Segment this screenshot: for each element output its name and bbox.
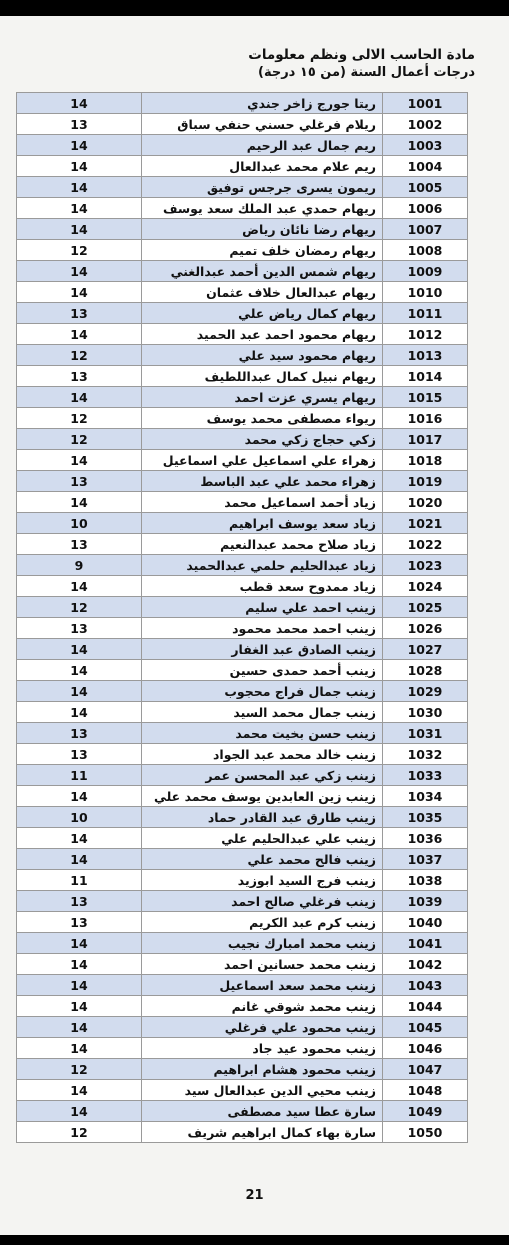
grades-description: درجات أعمال السنة (من ١٥ درجة) — [258, 65, 475, 80]
student-name-cell: زياد عبدالحليم حلمي عبدالحميد — [142, 555, 383, 576]
grade-cell: 12 — [17, 597, 142, 618]
seat-number-cell: 1044 — [383, 996, 468, 1017]
seat-number-cell: 1003 — [383, 135, 468, 156]
grade-cell: 14 — [17, 849, 142, 870]
seat-number-cell: 1022 — [383, 534, 468, 555]
student-name-cell: ريهام حمدي عبد الملك سعد يوسف — [142, 198, 383, 219]
table-row — [17, 198, 468, 219]
grade-cell: 14 — [17, 492, 142, 513]
seat-number-cell: 1046 — [383, 1038, 468, 1059]
seat-number-cell: 1030 — [383, 702, 468, 723]
seat-number-cell: 1008 — [383, 240, 468, 261]
table-row — [17, 870, 468, 891]
student-name-cell: زياد أحمد اسماعيل محمد — [142, 492, 383, 513]
table-row — [17, 723, 468, 744]
grade-cell: 14 — [17, 135, 142, 156]
seat-number-cell: 1004 — [383, 156, 468, 177]
student-name-cell: زينب فرغلي صالح احمد — [142, 891, 383, 912]
student-name-cell: زينب زكي عبد المحسن عمر — [142, 765, 383, 786]
seat-number-cell: 1001 — [383, 93, 468, 114]
table-row — [17, 261, 468, 282]
student-name-cell: زينب فالح محمد علي — [142, 849, 383, 870]
grade-cell: 11 — [17, 765, 142, 786]
grade-cell: 14 — [17, 324, 142, 345]
seat-number-cell: 1037 — [383, 849, 468, 870]
table-row — [17, 618, 468, 639]
seat-number-cell: 1043 — [383, 975, 468, 996]
seat-number-cell: 1024 — [383, 576, 468, 597]
student-name-cell: زينب طارق عبد القادر حماد — [142, 807, 383, 828]
student-name-cell: زينب خالد محمد عبد الجواد — [142, 744, 383, 765]
table-row — [17, 681, 468, 702]
seat-number-cell: 1041 — [383, 933, 468, 954]
grade-cell: 14 — [17, 1017, 142, 1038]
grade-cell: 12 — [17, 429, 142, 450]
grade-cell: 14 — [17, 681, 142, 702]
seat-number-cell: 1021 — [383, 513, 468, 534]
student-name-cell: ريم جمال عبد الرحيم — [142, 135, 383, 156]
grade-cell: 14 — [17, 1038, 142, 1059]
grade-cell: 14 — [17, 156, 142, 177]
student-name-cell: زينب احمد محمد محمود — [142, 618, 383, 639]
table-row — [17, 513, 468, 534]
seat-number-cell: 1027 — [383, 639, 468, 660]
seat-number-cell: 1029 — [383, 681, 468, 702]
seat-number-cell: 1049 — [383, 1101, 468, 1122]
table-row — [17, 576, 468, 597]
student-name-cell: ريهام يسري عزت احمد — [142, 387, 383, 408]
table-row — [17, 387, 468, 408]
student-name-cell: ريهام رضا نائان رياض — [142, 219, 383, 240]
student-name-cell: زينب الصادق عبد الغفار — [142, 639, 383, 660]
grade-cell: 9 — [17, 555, 142, 576]
grade-cell: 14 — [17, 828, 142, 849]
student-name-cell: زينب علي عبدالحليم علي — [142, 828, 383, 849]
table-row — [17, 219, 468, 240]
seat-number-cell: 1035 — [383, 807, 468, 828]
grade-cell: 12 — [17, 1122, 142, 1143]
table-row — [17, 744, 468, 765]
student-name-cell: زينب كرم عبد الكريم — [142, 912, 383, 933]
grade-cell: 11 — [17, 870, 142, 891]
table-row — [17, 912, 468, 933]
seat-number-cell: 1036 — [383, 828, 468, 849]
table-row — [17, 135, 468, 156]
student-name-cell: ريم علام محمد عبدالعال — [142, 156, 383, 177]
seat-number-cell: 1039 — [383, 891, 468, 912]
grade-cell: 13 — [17, 534, 142, 555]
student-name-cell: زينب حسن بخيت محمد — [142, 723, 383, 744]
seat-number-cell: 1002 — [383, 114, 468, 135]
grade-cell: 14 — [17, 954, 142, 975]
grade-cell: 13 — [17, 303, 142, 324]
grade-cell: 14 — [17, 177, 142, 198]
seat-number-cell: 1010 — [383, 282, 468, 303]
grade-cell: 10 — [17, 513, 142, 534]
grade-cell: 12 — [17, 240, 142, 261]
table-row — [17, 765, 468, 786]
seat-number-cell: 1038 — [383, 870, 468, 891]
table-row — [17, 1059, 468, 1080]
grade-cell: 14 — [17, 219, 142, 240]
student-name-cell: ريواء مصطفى محمد يوسف — [142, 408, 383, 429]
student-name-cell: زهراء علي اسماعيل علي اسماعيل — [142, 450, 383, 471]
table-row — [17, 156, 468, 177]
grade-cell: 13 — [17, 471, 142, 492]
table-row — [17, 408, 468, 429]
seat-number-cell: 1011 — [383, 303, 468, 324]
table-row — [17, 303, 468, 324]
student-name-cell: زياد ممدوح سعد قطب — [142, 576, 383, 597]
seat-number-cell: 1033 — [383, 765, 468, 786]
grade-cell: 13 — [17, 891, 142, 912]
table-row — [17, 807, 468, 828]
grades-table — [16, 92, 468, 1143]
table-row — [17, 996, 468, 1017]
photo-top-border — [0, 0, 509, 16]
student-name-cell: ريهام محمود سيد علي — [142, 345, 383, 366]
grades-table-body — [17, 93, 468, 1143]
table-row — [17, 1038, 468, 1059]
table-row — [17, 240, 468, 261]
seat-number-cell: 1042 — [383, 954, 468, 975]
table-row — [17, 345, 468, 366]
table-row — [17, 828, 468, 849]
table-row — [17, 1017, 468, 1038]
grade-cell: 13 — [17, 723, 142, 744]
seat-number-cell: 1045 — [383, 1017, 468, 1038]
grade-cell: 14 — [17, 639, 142, 660]
grade-cell: 13 — [17, 618, 142, 639]
student-name-cell: ريمون يسرى جرجس توفيق — [142, 177, 383, 198]
seat-number-cell: 1026 — [383, 618, 468, 639]
grade-cell: 12 — [17, 345, 142, 366]
table-row — [17, 660, 468, 681]
student-name-cell: زينب احمد علي سليم — [142, 597, 383, 618]
page-number: 21 — [245, 1188, 264, 1203]
seat-number-cell: 1017 — [383, 429, 468, 450]
student-name-cell: زينب زين العابدين يوسف محمد علي — [142, 786, 383, 807]
grade-cell: 10 — [17, 807, 142, 828]
student-name-cell: ريهام محمود احمد عبد الحميد — [142, 324, 383, 345]
seat-number-cell: 1019 — [383, 471, 468, 492]
seat-number-cell: 1009 — [383, 261, 468, 282]
grade-cell: 13 — [17, 912, 142, 933]
grade-cell: 14 — [17, 450, 142, 471]
seat-number-cell: 1050 — [383, 1122, 468, 1143]
student-name-cell: ريتا جورج زاخر جندي — [142, 93, 383, 114]
table-row — [17, 639, 468, 660]
seat-number-cell: 1014 — [383, 366, 468, 387]
student-name-cell: زينب محمود عيد جاد — [142, 1038, 383, 1059]
student-name-cell: زهراء محمد علي عبد الباسط — [142, 471, 383, 492]
table-row — [17, 933, 468, 954]
table-row — [17, 93, 468, 114]
student-name-cell: زينب محمد سعد اسماعيل — [142, 975, 383, 996]
table-row — [17, 891, 468, 912]
student-name-cell: سارة عطا سيد مصطفى — [142, 1101, 383, 1122]
table-row — [17, 492, 468, 513]
student-name-cell: زينب محيي الدين عبدالعال سيد — [142, 1080, 383, 1101]
table-row — [17, 429, 468, 450]
seat-number-cell: 1007 — [383, 219, 468, 240]
grade-cell: 14 — [17, 576, 142, 597]
seat-number-cell: 1005 — [383, 177, 468, 198]
seat-number-cell: 1023 — [383, 555, 468, 576]
table-row — [17, 555, 468, 576]
table-row — [17, 702, 468, 723]
student-name-cell: زينب جمال فراج محجوب — [142, 681, 383, 702]
table-row — [17, 177, 468, 198]
student-name-cell: زياد سعد يوسف ابراهيم — [142, 513, 383, 534]
table-row — [17, 954, 468, 975]
table-row — [17, 975, 468, 996]
student-name-cell: زينب أحمد حمدى حسين — [142, 660, 383, 681]
grade-cell: 14 — [17, 996, 142, 1017]
grade-cell: 13 — [17, 366, 142, 387]
photo-bottom-border — [0, 1235, 509, 1245]
student-name-cell: ريهام رمضان خلف تميم — [142, 240, 383, 261]
table-row — [17, 534, 468, 555]
student-name-cell: زينب محمد حسانين احمد — [142, 954, 383, 975]
table-row — [17, 1080, 468, 1101]
table-row — [17, 366, 468, 387]
seat-number-cell: 1020 — [383, 492, 468, 513]
seat-number-cell: 1040 — [383, 912, 468, 933]
grade-cell: 14 — [17, 933, 142, 954]
grade-cell: 14 — [17, 93, 142, 114]
table-row — [17, 1101, 468, 1122]
seat-number-cell: 1016 — [383, 408, 468, 429]
seat-number-cell: 1034 — [383, 786, 468, 807]
table-row — [17, 324, 468, 345]
table-row — [17, 786, 468, 807]
student-name-cell: ريهام نبيل كمال عبداللطيف — [142, 366, 383, 387]
seat-number-cell: 1025 — [383, 597, 468, 618]
student-name-cell: زينب محمد شوقي غانم — [142, 996, 383, 1017]
student-name-cell: زينب جمال محمد السيد — [142, 702, 383, 723]
table-row — [17, 282, 468, 303]
table-row — [17, 471, 468, 492]
grade-cell: 14 — [17, 975, 142, 996]
student-name-cell: ريهام شمس الدين أحمد عبدالغني — [142, 261, 383, 282]
document-heading — [248, 46, 475, 82]
student-name-cell: زينب محمود هشام ابراهيم — [142, 1059, 383, 1080]
student-name-cell: زينب محمود علي فرغلي — [142, 1017, 383, 1038]
seat-number-cell: 1018 — [383, 450, 468, 471]
student-name-cell: زينب محمد امبارك نجيب — [142, 933, 383, 954]
student-name-cell: زياد صلاح محمد عبدالنعيم — [142, 534, 383, 555]
seat-number-cell: 1032 — [383, 744, 468, 765]
table-row — [17, 450, 468, 471]
grade-cell: 14 — [17, 786, 142, 807]
grade-cell: 14 — [17, 387, 142, 408]
seat-number-cell: 1006 — [383, 198, 468, 219]
grade-cell: 14 — [17, 261, 142, 282]
seat-number-cell: 1013 — [383, 345, 468, 366]
subject-title: مادة الحاسب الالى ونظم معلومات — [248, 47, 475, 63]
grade-cell: 14 — [17, 198, 142, 219]
table-row — [17, 1122, 468, 1143]
seat-number-cell: 1028 — [383, 660, 468, 681]
grade-cell: 13 — [17, 744, 142, 765]
student-name-cell: سارة بهاء كمال ابراهيم شريف — [142, 1122, 383, 1143]
seat-number-cell: 1031 — [383, 723, 468, 744]
seat-number-cell: 1048 — [383, 1080, 468, 1101]
grade-cell: 14 — [17, 1101, 142, 1122]
grade-cell: 14 — [17, 702, 142, 723]
student-name-cell: زينب فرج السيد ابوزيد — [142, 870, 383, 891]
student-name-cell: ريلام فرغلي حسني حنفي سباق — [142, 114, 383, 135]
table-row — [17, 597, 468, 618]
student-name-cell: ريهام عبدالعال خلاف عثمان — [142, 282, 383, 303]
grade-cell: 12 — [17, 408, 142, 429]
seat-number-cell: 1047 — [383, 1059, 468, 1080]
grade-cell: 13 — [17, 114, 142, 135]
student-name-cell: ريهام كمال رياض علي — [142, 303, 383, 324]
seat-number-cell: 1012 — [383, 324, 468, 345]
grade-cell: 12 — [17, 1059, 142, 1080]
student-name-cell: زكي حجاج زكي محمد — [142, 429, 383, 450]
table-row — [17, 114, 468, 135]
grade-cell: 14 — [17, 660, 142, 681]
grade-cell: 14 — [17, 282, 142, 303]
seat-number-cell: 1015 — [383, 387, 468, 408]
grade-cell: 14 — [17, 1080, 142, 1101]
table-row — [17, 849, 468, 870]
